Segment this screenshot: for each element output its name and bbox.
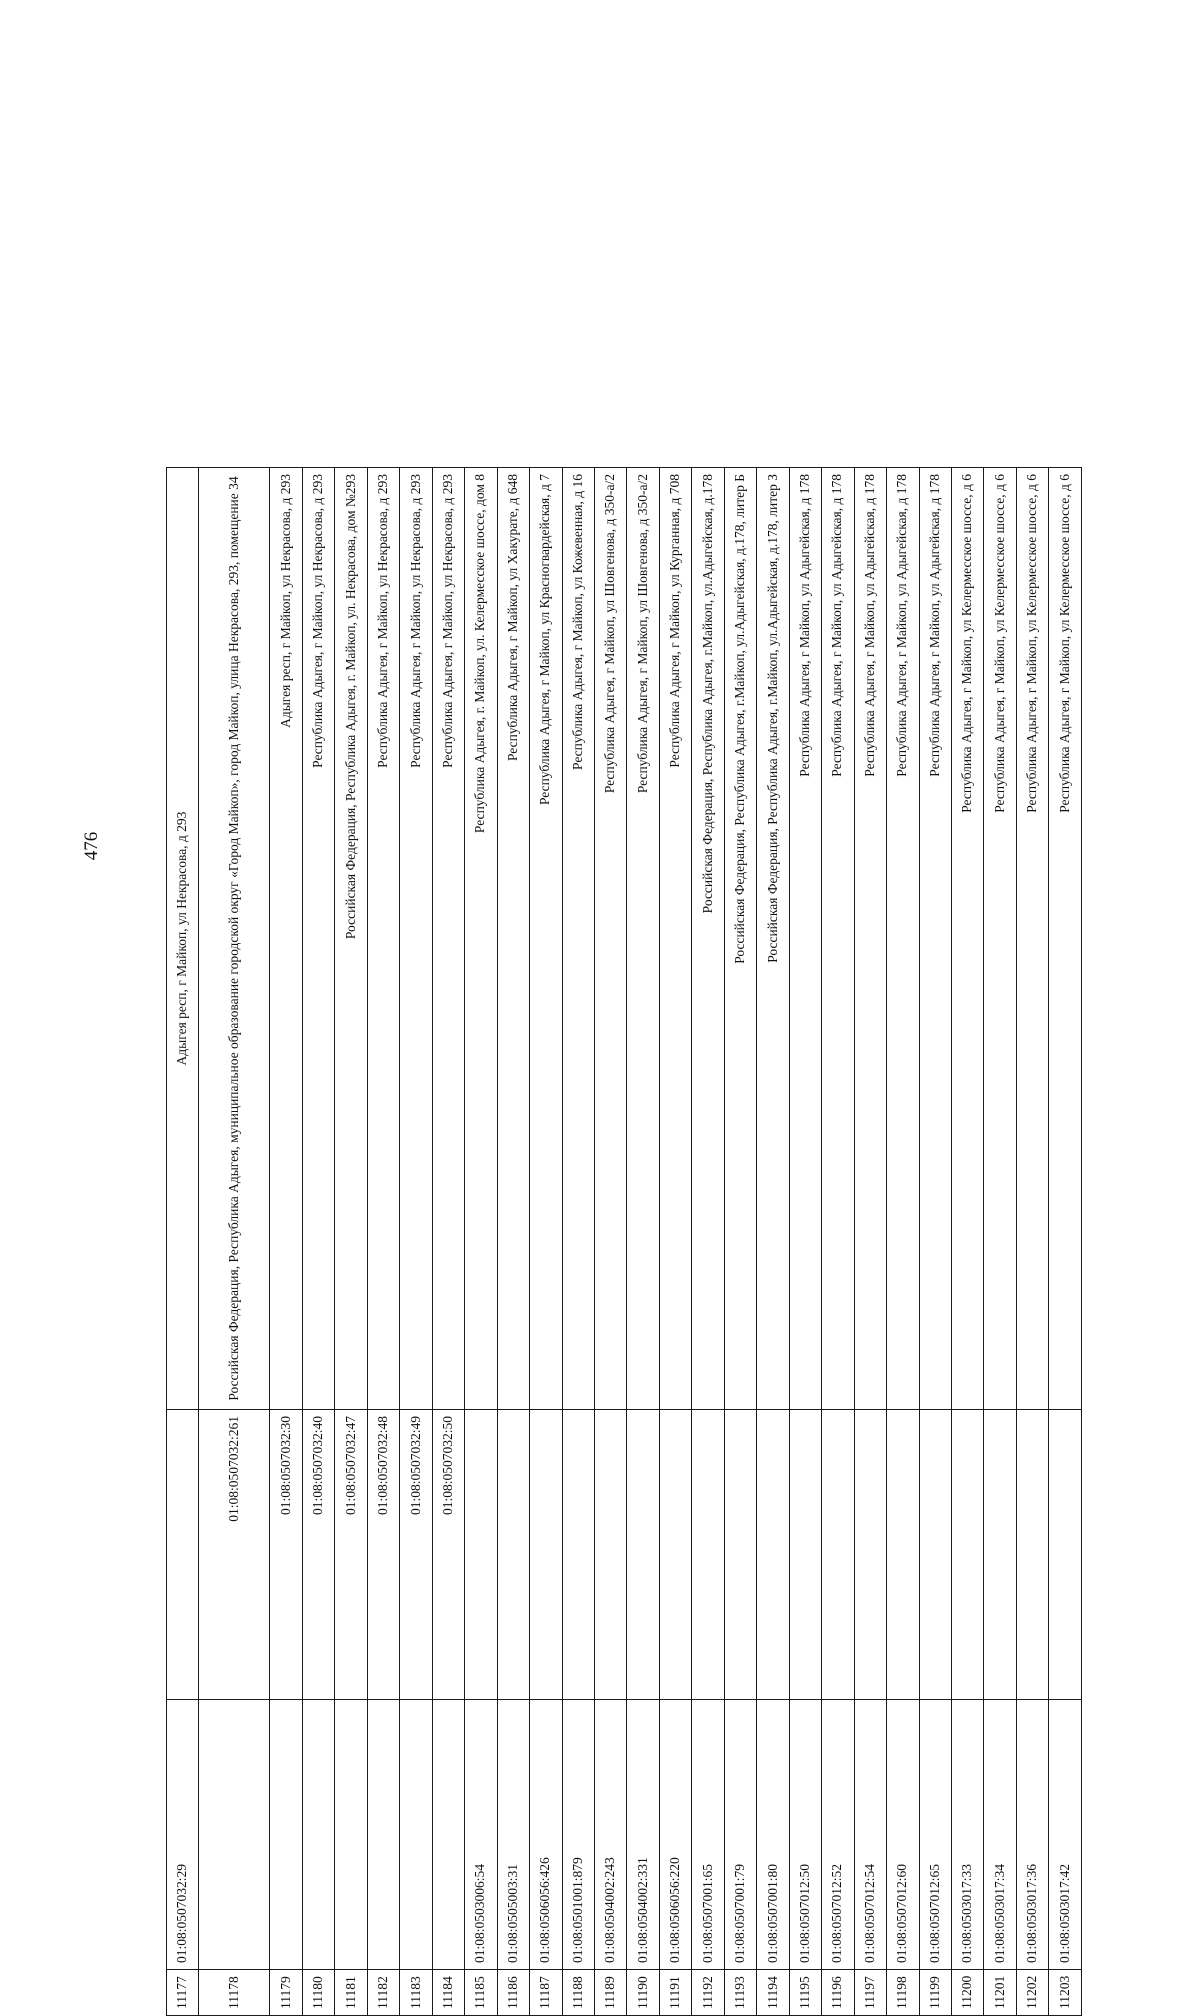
address-cell: Республика Адыгея, г. Майкоп, ул. Келермесское шоссе, дом 8 <box>465 468 497 1410</box>
parent-cadastral-number-cell <box>789 1410 821 1700</box>
table-row <box>530 468 562 2016</box>
table-row <box>335 468 367 2016</box>
row-number-cell: 11187 <box>530 1970 562 2016</box>
table-row <box>400 468 432 2016</box>
address-cell: Адыгея респ, г Майкоп, ул Некрасова, д 293 <box>270 468 302 1410</box>
parent-cadastral-number-cell <box>692 1410 724 1700</box>
parent-cadastral-number-cell <box>1016 1410 1048 1700</box>
table-row <box>302 468 334 2016</box>
row-number-cell: 11192 <box>692 1970 724 2016</box>
parent-cadastral-number-cell <box>497 1410 529 1700</box>
row-number-cell: 11177 <box>167 1970 199 2016</box>
table-body <box>167 468 1082 2016</box>
table-row <box>757 468 789 2016</box>
cadastral-number-cell: 01:08:0507012:65 <box>919 1700 951 1970</box>
address-cell: Республика Адыгея, г Майкоп, ул Хакурате, д 648 <box>497 468 529 1410</box>
parent-cadastral-number-cell <box>951 1410 983 1700</box>
cadastral-number-cell: 01:08:0507012:50 <box>789 1700 821 1970</box>
row-number-cell: 11180 <box>302 1970 334 2016</box>
table-row <box>562 468 594 2016</box>
row-number-cell: 11199 <box>919 1970 951 2016</box>
parent-cadastral-number-cell <box>594 1410 626 1700</box>
cadastral-number-cell <box>367 1700 399 1970</box>
table-row <box>497 468 529 2016</box>
cadastral-number-cell: 01:08:0506056:220 <box>659 1700 691 1970</box>
row-number-cell: 11197 <box>854 1970 886 2016</box>
parent-cadastral-number-cell: 01:08:0507032:47 <box>335 1410 367 1700</box>
address-cell: Республика Адыгея, г Майкоп, ул Некрасова, д 293 <box>302 468 334 1410</box>
cadastral-number-cell: 01:08:0501001:879 <box>562 1700 594 1970</box>
parent-cadastral-number-cell <box>530 1410 562 1700</box>
address-cell: Республика Адыгея, г Майкоп, ул Адыгейская, д 178 <box>887 468 919 1410</box>
cadastral-number-cell: 01:08:0503017:42 <box>1049 1700 1082 1970</box>
table-row <box>692 468 724 2016</box>
cadastral-number-cell: 01:08:0507012:52 <box>822 1700 854 1970</box>
row-number-cell: 11184 <box>432 1970 464 2016</box>
row-number-cell: 11202 <box>1016 1970 1048 2016</box>
address-cell: Республика Адыгея, г Майкоп, ул Некрасова, д 293 <box>432 468 464 1410</box>
table-row <box>594 468 626 2016</box>
address-cell: Республика Адыгея, г Майкоп, ул Адыгейская, д 178 <box>789 468 821 1410</box>
row-number-cell: 11182 <box>367 1970 399 2016</box>
row-number-cell: 11200 <box>951 1970 983 2016</box>
address-cell: Республика Адыгея, г Майкоп, ул Некрасова, д 293 <box>367 468 399 1410</box>
parent-cadastral-number-cell <box>887 1410 919 1700</box>
parent-cadastral-number-cell: 01:08:0507032:261 <box>199 1410 270 1700</box>
table-row <box>854 468 886 2016</box>
parent-cadastral-number-cell <box>757 1410 789 1700</box>
row-number-cell: 11190 <box>627 1970 659 2016</box>
parent-cadastral-number-cell: 01:08:0507032:50 <box>432 1410 464 1700</box>
parent-cadastral-number-cell: 01:08:0507032:48 <box>367 1410 399 1700</box>
parent-cadastral-number-cell: 01:08:0507032:49 <box>400 1410 432 1700</box>
cadastral-number-cell: 01:08:0507001:80 <box>757 1700 789 1970</box>
table-row <box>199 468 270 2016</box>
parent-cadastral-number-cell <box>822 1410 854 1700</box>
address-cell: Республика Адыгея, г Майкоп, ул Красногвардейская, д 7 <box>530 468 562 1410</box>
cadastral-number-cell: 01:08:0506056:426 <box>530 1700 562 1970</box>
parent-cadastral-number-cell: 01:08:0507032:40 <box>302 1410 334 1700</box>
cadastral-number-cell <box>302 1700 334 1970</box>
table-row <box>1049 468 1082 2016</box>
cadastral-number-cell <box>270 1700 302 1970</box>
cadastral-number-cell: 01:08:0507001:65 <box>692 1700 724 1970</box>
cadastral-number-cell: 01:08:0504002:331 <box>627 1700 659 1970</box>
row-number-cell: 11179 <box>270 1970 302 2016</box>
row-number-cell: 11183 <box>400 1970 432 2016</box>
address-cell: Республика Адыгея, г Майкоп, ул Кожевенная, д 16 <box>562 468 594 1410</box>
row-number-cell: 11195 <box>789 1970 821 2016</box>
parent-cadastral-number-cell <box>724 1410 756 1700</box>
address-cell: Республика Адыгея, г Майкоп, ул Келермесское шоссе, д 6 <box>1016 468 1048 1410</box>
rotated-table-container <box>166 468 1082 2016</box>
table-row <box>367 468 399 2016</box>
parent-cadastral-number-cell <box>167 1410 199 1700</box>
cadastral-number-cell: 01:08:0503017:33 <box>951 1700 983 1970</box>
row-number-cell: 11186 <box>497 1970 529 2016</box>
table-row <box>659 468 691 2016</box>
address-cell: Республика Адыгея, г Майкоп, ул Некрасова, д 293 <box>400 468 432 1410</box>
parent-cadastral-number-cell <box>854 1410 886 1700</box>
parent-cadastral-number-cell <box>919 1410 951 1700</box>
cadastral-number-cell <box>400 1700 432 1970</box>
cadastral-number-cell: 01:08:0503017:34 <box>984 1700 1016 1970</box>
cadastral-number-cell: 01:08:0505003:31 <box>497 1700 529 1970</box>
address-cell: Республика Адыгея, г Майкоп, ул Адыгейская, д 178 <box>822 468 854 1410</box>
parent-cadastral-number-cell <box>1049 1410 1082 1700</box>
row-number-cell: 11188 <box>562 1970 594 2016</box>
row-number-cell: 11189 <box>594 1970 626 2016</box>
row-number-cell: 11178 <box>199 1970 270 2016</box>
row-number-cell: 11203 <box>1049 1970 1082 2016</box>
table-row <box>465 468 497 2016</box>
table-row <box>724 468 756 2016</box>
row-number-cell: 11198 <box>887 1970 919 2016</box>
table-row <box>887 468 919 2016</box>
address-cell: Республика Адыгея, г Майкоп, ул Келермесское шоссе, д 6 <box>984 468 1016 1410</box>
address-cell: Республика Адыгея, г Майкоп, ул Адыгейская, д 178 <box>919 468 951 1410</box>
row-number-cell: 11194 <box>757 1970 789 2016</box>
table-row <box>627 468 659 2016</box>
table-row <box>822 468 854 2016</box>
address-cell: Российская Федерация, Республика Адыгея, г.Майкоп, ул.Адыгейская, д.178, литер Б <box>724 468 756 1410</box>
table-row <box>984 468 1016 2016</box>
cadastral-number-cell: 01:08:0507012:60 <box>887 1700 919 1970</box>
row-number-cell: 11181 <box>335 1970 367 2016</box>
row-number-cell: 11193 <box>724 1970 756 2016</box>
address-cell: Республика Адыгея, г Майкоп, ул Курганная, д 708 <box>659 468 691 1410</box>
cadastral-number-cell: 01:08:0507001:79 <box>724 1700 756 1970</box>
cadastral-number-cell <box>335 1700 367 1970</box>
address-cell: Российская Федерация, Республика Адыгея, г. Майкоп, ул. Некрасова, дом №293 <box>335 468 367 1410</box>
table-row <box>167 468 199 2016</box>
address-cell: Адыгея респ, г Майкоп, ул Некрасова, д 293 <box>167 468 199 1410</box>
row-number-cell: 11191 <box>659 1970 691 2016</box>
table-row <box>789 468 821 2016</box>
table-row <box>270 468 302 2016</box>
cadastral-number-cell <box>432 1700 464 1970</box>
cadastral-number-cell: 01:08:0504002:243 <box>594 1700 626 1970</box>
address-cell: Российская Федерация, Республика Адыгея, г.Майкоп, ул.Адыгейская, д.178, литер З <box>757 468 789 1410</box>
address-cell: Российская Федерация, Республика Адыгея, г.Майкоп, ул.Адыгейская, д.178 <box>692 468 724 1410</box>
parent-cadastral-number-cell: 01:08:0507032:30 <box>270 1410 302 1700</box>
parent-cadastral-number-cell <box>659 1410 691 1700</box>
row-number-cell: 11196 <box>822 1970 854 2016</box>
table-row <box>951 468 983 2016</box>
address-cell: Республика Адыгея, г Майкоп, ул Келермесское шоссе, д 6 <box>1049 468 1082 1410</box>
row-number-cell: 11201 <box>984 1970 1016 2016</box>
cadastral-table <box>166 467 1082 2016</box>
address-cell: Республика Адыгея, г Майкоп, ул Шовгенова, д 350-а/2 <box>594 468 626 1410</box>
address-cell: Республика Адыгея, г Майкоп, ул Адыгейская, д 178 <box>854 468 886 1410</box>
address-cell: Российская Федерация, Республика Адыгея, муниципальное образование городской округ «Город Майкоп», город Майкоп, улица Некрасова, 293, помещение 34 <box>199 468 270 1410</box>
table-row <box>432 468 464 2016</box>
address-cell: Республика Адыгея, г Майкоп, ул Келермесское шоссе, д 6 <box>951 468 983 1410</box>
cadastral-number-cell: 01:08:0507012:54 <box>854 1700 886 1970</box>
cadastral-number-cell: 01:08:0503017:36 <box>1016 1700 1048 1970</box>
row-number-cell: 11185 <box>465 1970 497 2016</box>
cadastral-number-cell: 01:08:0507032:29 <box>167 1700 199 1970</box>
cadastral-number-cell: 01:08:0503006:54 <box>465 1700 497 1970</box>
address-cell: Республика Адыгея, г Майкоп, ул Шовгенова, д 350-а/2 <box>627 468 659 1410</box>
table-row <box>1016 468 1048 2016</box>
parent-cadastral-number-cell <box>627 1410 659 1700</box>
cadastral-number-cell <box>199 1700 270 1970</box>
table-row <box>919 468 951 2016</box>
parent-cadastral-number-cell <box>562 1410 594 1700</box>
parent-cadastral-number-cell <box>984 1410 1016 1700</box>
parent-cadastral-number-cell <box>465 1410 497 1700</box>
page-number: 476 <box>81 831 102 861</box>
